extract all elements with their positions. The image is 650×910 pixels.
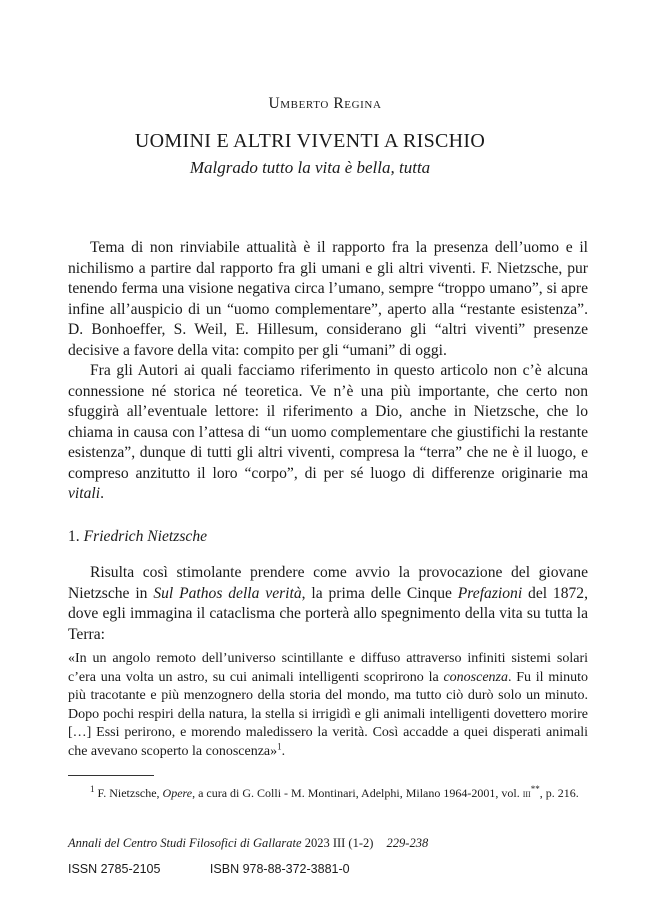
running-footer — [68, 836, 608, 851]
section-1-text-a: Risulta così stimolante prendere come avvio la provocazione del giovane Nietzsche in — [68, 564, 588, 602]
section-1-paragraph — [68, 563, 588, 645]
author-name: Umberto Regina — [268, 95, 382, 112]
isbn: ISBN 978-88-372-3881-0 — [209, 862, 350, 876]
section-1-text-c: del 1872, dove egli immagina il cataclisma che porterà allo spegnimento della vita su tutta la Terra: — [68, 584, 589, 643]
intro-paragraph-2-emphasis: vitali — [68, 485, 101, 502]
section-1-text — [68, 563, 588, 645]
footnote-volume-mark: ** — [530, 784, 540, 794]
article-title: UOMINI E ALTRI VIVENTI A RISCHIO — [134, 130, 486, 152]
intro-paragraph-2-end: . — [100, 485, 104, 502]
footnote-number: 1 — [90, 784, 95, 794]
footnote-text-b: , a cura di G. Colli - M. Montinari, Adelphi, Milano 1964-2001, vol. — [192, 786, 523, 800]
article-subtitle: Malgrado tutto la vita è bella, tutta — [189, 158, 431, 177]
journal-name: Annali del Centro Studi Filosofici di Gallarate — [68, 836, 302, 850]
intro-text — [68, 238, 588, 505]
footnote — [68, 785, 588, 802]
footnote-work: Opere — [162, 786, 193, 800]
footnote-rule — [68, 775, 154, 776]
section-1-work-2: Prefazioni — [457, 584, 523, 602]
intro-paragraph-2-text: Fra gli Autori ai quali facciamo riferimento in questo articolo non c’è alcuna connessione né storica né teoretica. Ve n’è una più importante, che certo non sfuggirà all’eventuale lettore: il riferimento a Dio, anche in Nietzsche, che lo chiama in causa con l’attesa di “un uomo complementare che giustifichi la restante esistenza”, dunque di tutti gli altri viventi, compresa la “terra” che ne è il luogo, e compreso anzitutto il loro “corpo”, di per sé luogo di differenze originarie ma — [68, 362, 588, 482]
footnote-reference: 1 — [277, 741, 282, 752]
quote-emphasis: conoscenza — [443, 669, 508, 685]
section-1-text-b: , la prima delle Cinque — [301, 584, 458, 602]
footnote-volume: iii — [522, 786, 531, 800]
quote-text-a: «In un angolo remoto dell’universo scintillante e diffuso attraverso infiniti sistemi solari c’era una volta un astro, su cui animali intelligenti scoprirono la — [68, 651, 588, 685]
block-quote — [68, 650, 588, 762]
footnote-text-a: F. Nietzsche, — [94, 786, 163, 800]
section-name: Friedrich Nietzsche — [83, 528, 208, 545]
intro-paragraph-2 — [68, 361, 588, 505]
page-range: 229-238 — [386, 836, 429, 850]
journal-issue: 2023 III (1-2) — [304, 836, 374, 850]
quote-text-b: . Fu il minuto più tracotante e più menzognero della storia del mondo, ma tutto ciò durò solo un minuto. Dopo pochi respiri della natura, la stella si irrigidì e gli animali intelligenti dovettero morire […] Essi perirono, e morendo maledissero la verità. Così accadde a quei disperati animali che avevano scoperto la conoscenza» — [68, 669, 589, 759]
section-1-work-1: Sul Pathos della verità — [153, 584, 302, 602]
quote-end: . — [281, 743, 286, 759]
section-heading — [68, 528, 207, 546]
section-number: 1. — [68, 528, 80, 545]
issn: ISSN 2785-2105 — [68, 862, 161, 876]
footnote-text-c: , p. 216. — [539, 786, 579, 800]
identifiers-line — [68, 862, 608, 876]
intro-paragraph-1: Tema di non rinviabile attualità è il rapporto fra la presenza dell’uomo e il nichilismo a partire dal rapporto fra gli umani e gli altri viventi. F. Nietzsche, pur tenendo ferma una visione negativa circa l’umano, sempre “troppo umano”, si apre infine all’auspicio di un “uomo complementare”, aperto alla “restante esistenza”. D. Bonhoeffer, S. Weil, E. Hillesum, considerano gli “altri viventi” presenze decisive a favore della vita: compito per gli “umani” di oggi. — [68, 239, 588, 359]
